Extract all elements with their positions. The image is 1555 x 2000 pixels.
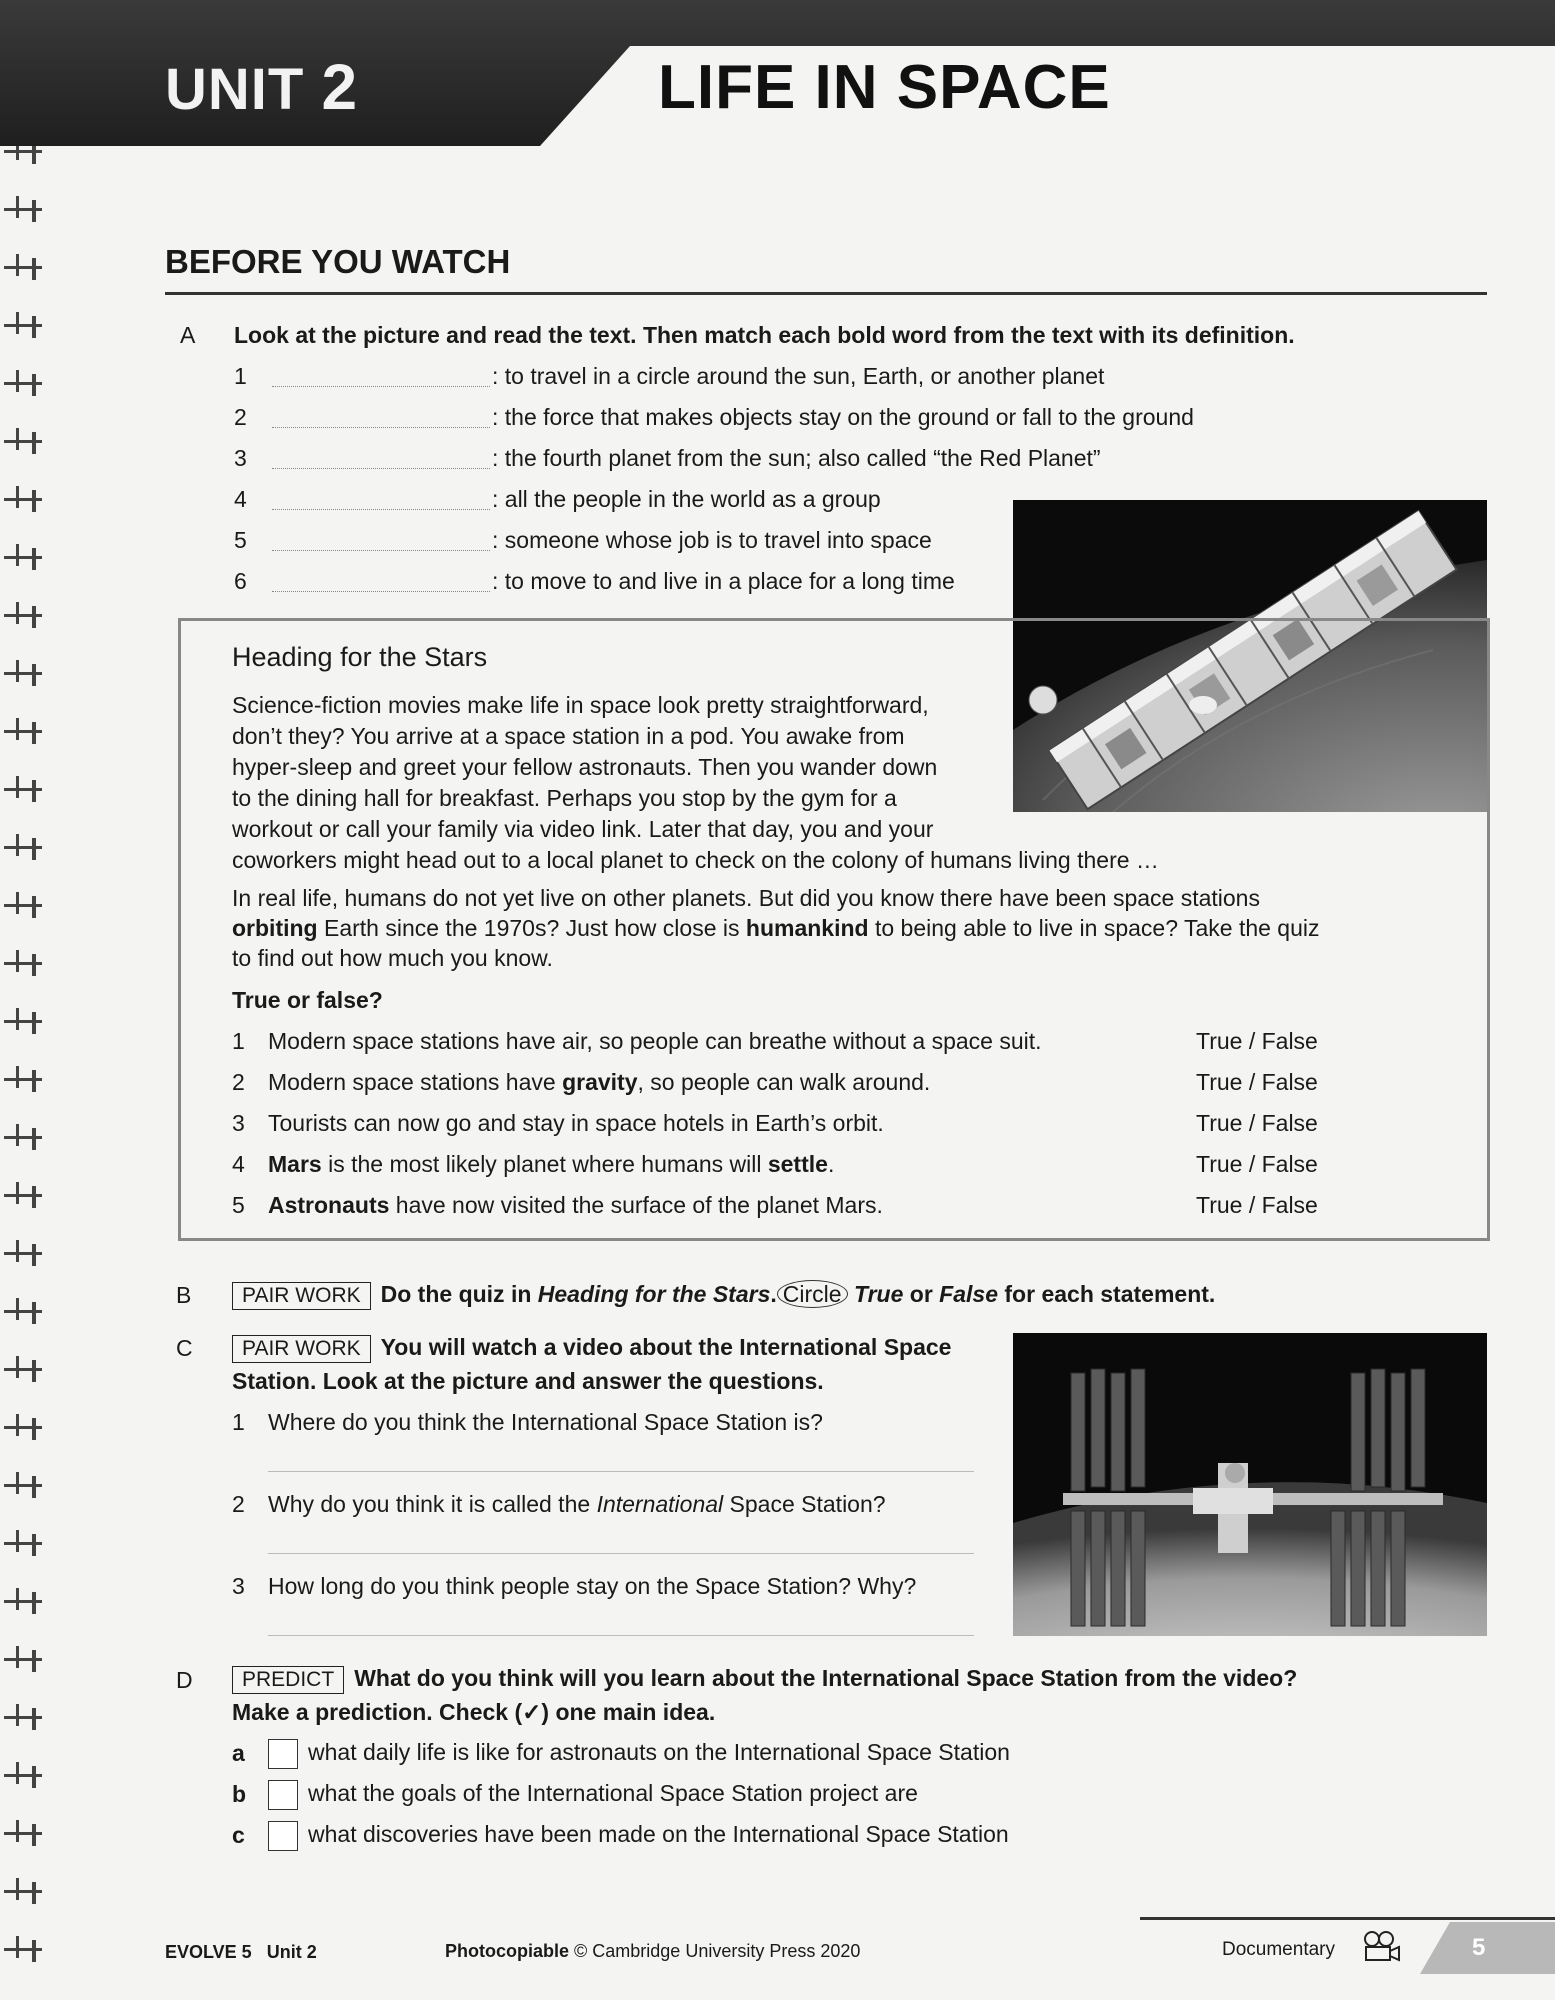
footer-copyright: Photocopiable © Cambridge University Press 2020: [445, 1941, 861, 1961]
option-letter: c: [232, 1822, 245, 1848]
page-number: 5: [1472, 1934, 1486, 1961]
spiral-ring: [4, 312, 44, 338]
video-camera-icon: [1362, 1930, 1402, 1962]
match-definition: : all the people in the world as a group: [492, 486, 881, 512]
spiral-ring: [4, 1472, 44, 1498]
reading-title: Heading for the Stars: [232, 642, 488, 672]
option-checkbox[interactable]: [268, 1780, 298, 1810]
true-false-choice[interactable]: True / False: [1196, 1110, 1318, 1136]
spiral-ring: [4, 1008, 44, 1034]
spiral-ring: [4, 1646, 44, 1672]
reading-p1-line: to the dining hall for breakfast. Perhaps you stop by the gym for a: [232, 785, 897, 811]
section-title: BEFORE YOU WATCH: [165, 243, 511, 280]
option-row: [268, 1819, 1009, 1851]
spiral-ring: [4, 486, 44, 512]
match-answer-blank[interactable]: [272, 591, 490, 592]
spiral-ring: [4, 1414, 44, 1440]
option-checkbox[interactable]: [268, 1821, 298, 1851]
match-definition: : someone whose job is to travel into space: [492, 527, 932, 553]
spiral-ring: [4, 1762, 44, 1788]
iss-illustration: [1013, 1333, 1487, 1636]
pair-work-tag: PAIR WORK: [232, 1282, 371, 1310]
spiral-binding: [0, 0, 48, 2000]
match-answer-blank[interactable]: [272, 509, 490, 510]
match-item-number: 2: [234, 404, 247, 430]
reading-p1-line: hyper-sleep and greet your fellow astronauts. Then you wander down: [232, 754, 938, 780]
match-item-number: 5: [234, 527, 247, 553]
match-definition: : the force that makes objects stay on the ground or fall to the ground: [492, 404, 1194, 430]
option-row: [268, 1778, 918, 1810]
reading-p1-line: don’t they? You arrive at a space station in a pod. You awake from: [232, 723, 905, 749]
exercise-b-letter: B: [176, 1282, 192, 1308]
match-answer-blank[interactable]: [272, 550, 490, 551]
spiral-ring: [4, 1878, 44, 1904]
spiral-ring: [4, 1588, 44, 1614]
quiz-statement: Modern space stations have gravity, so people can walk around.: [268, 1069, 931, 1095]
exercise-c-letter: C: [176, 1335, 193, 1361]
spiral-ring: [4, 1936, 44, 1962]
footer-section: Documentary: [1222, 1939, 1335, 1960]
spiral-ring: [4, 1298, 44, 1324]
exercise-a-instruction: Look at the picture and read the text. Then match each bold word from the text with its definition.: [234, 322, 1295, 348]
question-2: 2 Why do you think it is called the International Space Station?: [232, 1491, 886, 1517]
section-rule: [165, 292, 1487, 295]
exercise-c-line2: Station. Look at the picture and answer the questions.: [232, 1368, 824, 1394]
quiz-statement: Modern space stations have air, so people can breathe without a space suit.: [268, 1028, 1042, 1054]
spiral-ring: [4, 1530, 44, 1556]
option-text: what discoveries have been made on the International Space Station: [308, 1821, 1009, 1847]
match-answer-blank[interactable]: [272, 386, 490, 387]
option-letter: b: [232, 1781, 247, 1807]
spiral-ring: [4, 718, 44, 744]
footer-rule: [1140, 1917, 1555, 1920]
quiz-number: 2: [232, 1069, 245, 1095]
spiral-ring: [4, 1704, 44, 1730]
option-letter: a: [232, 1740, 245, 1766]
quiz-number: 1: [232, 1028, 245, 1054]
reading-p1-line: Science-fiction movies make life in space look pretty straightforward,: [232, 692, 929, 718]
answer-line-3[interactable]: [268, 1635, 974, 1636]
exercise-d-letter: D: [176, 1667, 193, 1693]
spiral-ring: [4, 1356, 44, 1382]
answer-line-1[interactable]: [268, 1471, 974, 1472]
match-definition: : the fourth planet from the sun; also called “the Red Planet”: [492, 445, 1101, 471]
spiral-ring: [4, 892, 44, 918]
quiz-number: 5: [232, 1192, 245, 1218]
pair-work-tag: PAIR WORK: [232, 1335, 371, 1363]
quiz-statement: Mars is the most likely planet where humans will settle.: [268, 1151, 835, 1177]
match-item-number: 4: [234, 486, 247, 512]
option-checkbox[interactable]: [268, 1739, 298, 1769]
match-item-number: 1: [234, 363, 247, 389]
reading-p1-line: workout or call your family via video link. Later that day, you and your: [232, 816, 934, 842]
spiral-ring: [4, 370, 44, 396]
true-false-choice[interactable]: True / False: [1196, 1069, 1318, 1095]
true-false-choice[interactable]: True / False: [1196, 1028, 1318, 1054]
spiral-ring: [4, 1066, 44, 1092]
predict-tag: PREDICT: [232, 1666, 344, 1694]
reading-p1-line: coworkers might head out to a local planet to check on the colony of humans living there …: [232, 847, 1159, 873]
reading-p2-line2: orbiting Earth since the 1970s? Just how close is humankind to being able to live in space? Take the quiz: [232, 915, 1320, 941]
quiz-statement: Astronauts have now visited the surface of the planet Mars.: [268, 1192, 883, 1218]
match-answer-blank[interactable]: [272, 468, 490, 469]
spiral-ring: [4, 1124, 44, 1150]
spiral-ring: [4, 544, 44, 570]
exercise-b-instruction: PAIR WORK Do the quiz in Heading for the Stars. Circle True or False for each statement.: [232, 1279, 1215, 1310]
true-false-choice[interactable]: True / False: [1196, 1151, 1318, 1177]
match-answer-blank[interactable]: [272, 427, 490, 428]
exercise-d-line2: Make a prediction. Check (✓) one main idea.: [232, 1699, 716, 1725]
match-item-number: 3: [234, 445, 247, 471]
question-1: 1 Where do you think the International Space Station is?: [232, 1409, 823, 1435]
option-text: what the goals of the International Space Station project are: [308, 1780, 918, 1806]
option-row: [268, 1737, 1010, 1769]
option-text: what daily life is like for astronauts on the International Space Station: [308, 1739, 1010, 1765]
page-tab: [1420, 1922, 1555, 1974]
spiral-ring: [4, 602, 44, 628]
exercise-d-line1: PREDICT What do you think will you learn about the International Space Station from the video?: [232, 1663, 1297, 1694]
quiz-statement: Tourists can now go and stay in space hotels in Earth’s orbit.: [268, 1110, 884, 1136]
spiral-ring: [4, 950, 44, 976]
exercise-c-line1: PAIR WORK You will watch a video about the International Space: [232, 1332, 951, 1363]
unit-number: 2: [321, 51, 359, 123]
exercise-a-letter: A: [180, 322, 196, 348]
match-definition: : to travel in a circle around the sun, Earth, or another planet: [492, 363, 1105, 389]
quiz-number: 3: [232, 1110, 245, 1136]
spiral-ring: [4, 254, 44, 280]
match-definition: : to move to and live in a place for a long time: [492, 568, 955, 594]
match-item-number: 6: [234, 568, 247, 594]
iss-photo: [1013, 1333, 1487, 1636]
answer-line-2[interactable]: [268, 1553, 974, 1554]
quiz-title: True or false?: [232, 987, 383, 1013]
circled-word: Circle: [777, 1280, 848, 1308]
spiral-ring: [4, 428, 44, 454]
true-false-choice[interactable]: True / False: [1196, 1192, 1318, 1218]
question-3: 3 How long do you think people stay on the Space Station? Why?: [232, 1573, 917, 1599]
reading-p2-line3: to find out how much you know.: [232, 945, 553, 971]
quiz-number: 4: [232, 1151, 245, 1177]
spiral-ring: [4, 1820, 44, 1846]
spiral-ring: [4, 1240, 44, 1266]
spiral-ring: [4, 1182, 44, 1208]
spiral-ring: [4, 834, 44, 860]
spiral-ring: [4, 196, 44, 222]
spiral-ring: [4, 776, 44, 802]
footer-book-unit: EVOLVE 5 Unit 2: [165, 1942, 317, 1962]
page-title: LIFE IN SPACE: [658, 53, 1111, 122]
unit-label: UNIT 2: [165, 51, 359, 123]
reading-p2-line1: In real life, humans do not yet live on other planets. But did you know there have been space stations: [232, 885, 1260, 911]
spiral-ring: [4, 660, 44, 686]
